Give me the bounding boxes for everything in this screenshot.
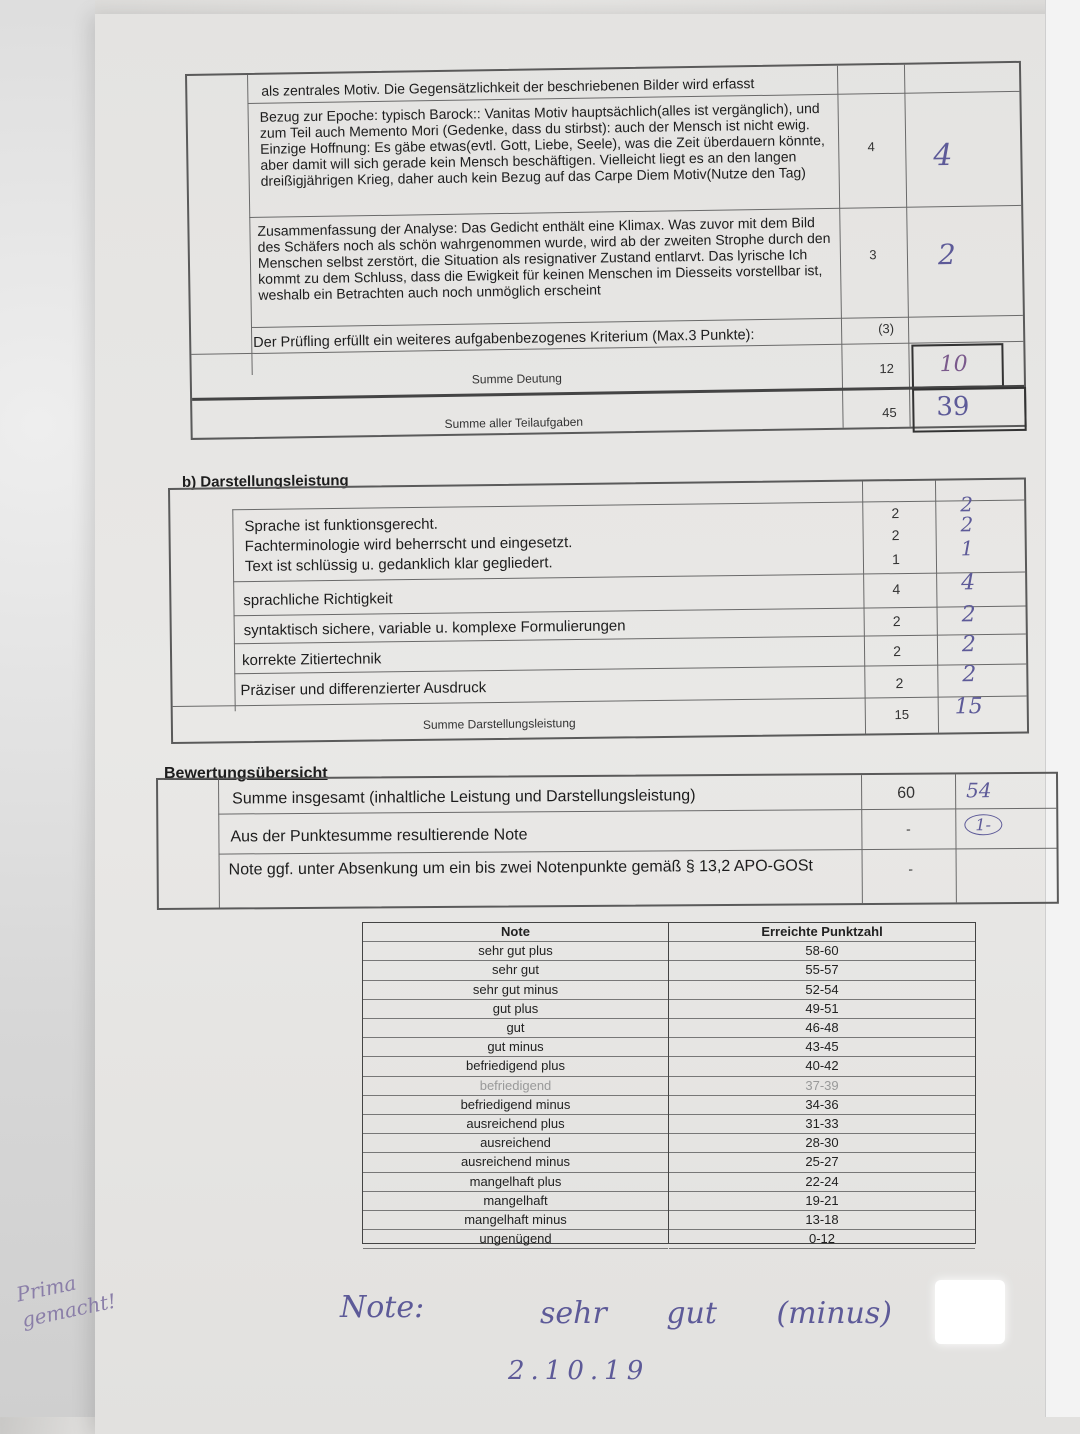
grading-note-item: mangelhaft plus	[363, 1173, 668, 1192]
grading-points-item: 52-54	[669, 981, 975, 1000]
grading-points-item: 58-60	[669, 942, 975, 961]
grading-note-column	[363, 923, 669, 1247]
handwritten-note-word: Note:	[340, 1290, 425, 1325]
uebersicht-row-0-max: 60	[897, 784, 916, 802]
grading-note-item: sehr gut minus	[363, 981, 668, 1000]
grading-points-header: Erreichte Punktzahl	[669, 923, 975, 942]
darstellung-row-4-score: 2	[961, 602, 976, 628]
darstellung-row-2-max: 1	[891, 551, 900, 568]
deutung-row-2-max: 3	[869, 247, 877, 263]
darstellung-table	[168, 478, 1029, 744]
darstellung-row-3-max: 4	[892, 581, 901, 598]
deutung-row-1: Bezug zur Epoche: typisch Barock:: Vanitas Motiv hauptsächlich(alles ist vergänglich), und zum Teil auch Memento Mori (Gedenke, dass du stirbst): auch der Mensch ist nicht ewig. Einzige Hoffnung: Es gäbe etwas(evtl. Gott, Liebe, Seele), was die Zeit überdauern könnte, aber damit will sich gerade kein Mensch beschäftigen. Vielleicht liegt es an den langen dreißigjährigen Krieg, daher auch kein Bezug auf das Carpe Diem Motiv(Nutze den Tag)	[259, 100, 825, 189]
darstellung-row-1: Fachterminologie wird beherrscht und eingesetzt.	[244, 534, 573, 556]
deutung-row-3-max: (3)	[878, 320, 895, 337]
darstellung-row-5: korrekte Zitiertechnik	[242, 650, 382, 670]
redacted-signature	[935, 1280, 1005, 1344]
uebersicht-row-0-score: 54	[966, 778, 992, 803]
darstellung-heading: b) Darstellungsleistung	[181, 472, 349, 491]
grading-note-item: mangelhaft	[363, 1192, 668, 1211]
deutung-row-2-score: 2	[937, 237, 957, 272]
summe-deutung-max: 12	[879, 360, 895, 377]
grading-points-item: 55-57	[669, 961, 975, 980]
grading-points-item: 43-45	[669, 1038, 975, 1057]
darstellung-row-1-score: 2	[960, 512, 974, 537]
grading-note-item: ausreichend	[363, 1134, 668, 1153]
grading-note-item: sehr gut plus	[363, 942, 668, 961]
summe-teilaufgaben-label: Summe aller Teilaufgaben	[444, 414, 584, 431]
darstellung-row-1-max: 2	[891, 527, 900, 544]
deutung-row-3: Der Prüfling erfüllt ein weiteres aufgabenbezogenes Kriterium (Max.3 Punkte):	[253, 327, 755, 351]
summe-deutung-score: 10	[939, 351, 968, 378]
darstellung-row-0: Sprache ist funktionsgerecht.	[244, 515, 439, 536]
darstellung-row-2-score: 1	[960, 536, 974, 561]
deutung-row-1-max: 4	[867, 139, 875, 155]
grading-points-item: 40-42	[669, 1057, 975, 1076]
grading-scale-table	[362, 922, 976, 1247]
grading-note-item: befriedigend plus	[363, 1057, 668, 1076]
grading-note-item: ausreichend minus	[363, 1153, 668, 1172]
grading-note-header: Note	[363, 923, 668, 942]
deutung-table	[185, 61, 1027, 440]
grading-points-item: 25-27	[669, 1153, 975, 1172]
uebersicht-row-2-max: -	[908, 860, 914, 877]
grading-note-item: gut plus	[363, 1000, 668, 1019]
darstellung-row-3: sprachliche Richtigkeit	[243, 590, 393, 610]
background-surface	[0, 0, 95, 1417]
adjacent-page-edge	[1045, 0, 1080, 1417]
darstellung-row-4-max: 2	[892, 613, 901, 630]
uebersicht-row-1-max: -	[905, 820, 911, 837]
grading-points-item: 13-18	[669, 1211, 975, 1230]
uebersicht-heading: Bewertungsübersicht	[164, 765, 328, 782]
grading-points-item: 31-33	[669, 1115, 975, 1134]
darstellung-row-5-max: 2	[893, 643, 902, 660]
grading-note-item: sehr gut	[363, 961, 668, 980]
summe-darstellung-max: 15	[894, 706, 910, 723]
uebersicht-row-1-score: 1-	[964, 814, 1002, 835]
darstellung-row-5-score: 2	[961, 632, 977, 658]
uebersicht-row-1: Aus der Punktesumme resultierende Note	[230, 826, 528, 846]
darstellung-row-3-score: 4	[961, 570, 976, 596]
grading-points-item: 28-30	[669, 1134, 975, 1153]
deutung-row-2: Zusammenfassung der Analyse: Das Gedicht enthält eine Klimax. Was zuvor mit dem Bild des Schäfers noch als schön wahrgenommen wurde, wird ab der zweiten Strophe durch den Menschen selbst zerstört, die Situation als resignativer Zustand entlarvt. Das lyrische Ich kommt zu dem Schluss, dass die Ewigkeit für keinen Menschen im Diesseits vorstellbar ist, weshalb ein Betrachten auch noch unmöglich erscheint	[257, 214, 831, 303]
grading-points-item: 34-36	[669, 1096, 975, 1115]
darstellung-row-4: syntaktisch sichere, variable u. komplexe Formulierungen	[243, 617, 626, 640]
grading-note-item: mangelhaft minus	[363, 1211, 668, 1230]
deutung-row-1-score: 4	[933, 137, 953, 174]
grading-note-item: befriedigend	[363, 1077, 668, 1096]
grading-points-item: 37-39	[669, 1077, 975, 1096]
summe-darstellung-score: 15	[954, 694, 983, 720]
darstellung-row-6-max: 2	[895, 675, 904, 692]
grading-note-item: gut	[363, 1019, 668, 1038]
grading-points-item: 49-51	[669, 1000, 975, 1019]
darstellung-row-6: Präziser und differenzierter Ausdruck	[240, 679, 487, 700]
handwritten-left-note: Prima gemacht!	[14, 1270, 119, 1332]
grading-points-item: 19-21	[669, 1192, 975, 1211]
deutung-row-0: als zentrales Motiv. Die Gegensätzlichkeit der beschriebenen Bilder wird erfasst	[261, 75, 755, 99]
uebersicht-row-0: Summe insgesamt (inhaltliche Leistung und Darstellungsleistung)	[232, 787, 696, 808]
grading-note-item: ungenügend	[363, 1230, 668, 1249]
summe-darstellung-label: Summe Darstellungsleistung	[422, 716, 576, 732]
grading-note-item: gut minus	[363, 1038, 668, 1057]
darstellung-row-6-score: 2	[962, 662, 977, 688]
summe-deutung-label: Summe Deutung	[471, 371, 562, 387]
grading-points-item: 46-48	[669, 1019, 975, 1038]
summe-teilaufgaben-max: 45	[882, 404, 897, 421]
grading-note-item: befriedigend minus	[363, 1096, 668, 1115]
handwritten-date: 2.10.19	[508, 1356, 650, 1386]
grading-note-item: ausreichend plus	[363, 1115, 668, 1134]
uebersicht-table	[156, 772, 1059, 910]
darstellung-row-0-score: 2	[960, 492, 974, 517]
grading-points-item: 0-12	[669, 1230, 975, 1249]
darstellung-row-2: Text ist schlüssig u. gedanklich klar gegliedert.	[244, 554, 553, 576]
summe-teilaufgaben-score: 39	[936, 391, 970, 423]
handwritten-grade: sehr gut (minus)	[540, 1296, 892, 1331]
grading-points-column	[669, 923, 975, 1247]
uebersicht-row-2: Note ggf. unter Absenkung um ein bis zwei Notenpunkte gemäß § 13,2 APO-GOSt	[228, 857, 814, 879]
grading-points-item: 22-24	[669, 1173, 975, 1192]
darstellung-row-0-max: 2	[891, 505, 900, 522]
